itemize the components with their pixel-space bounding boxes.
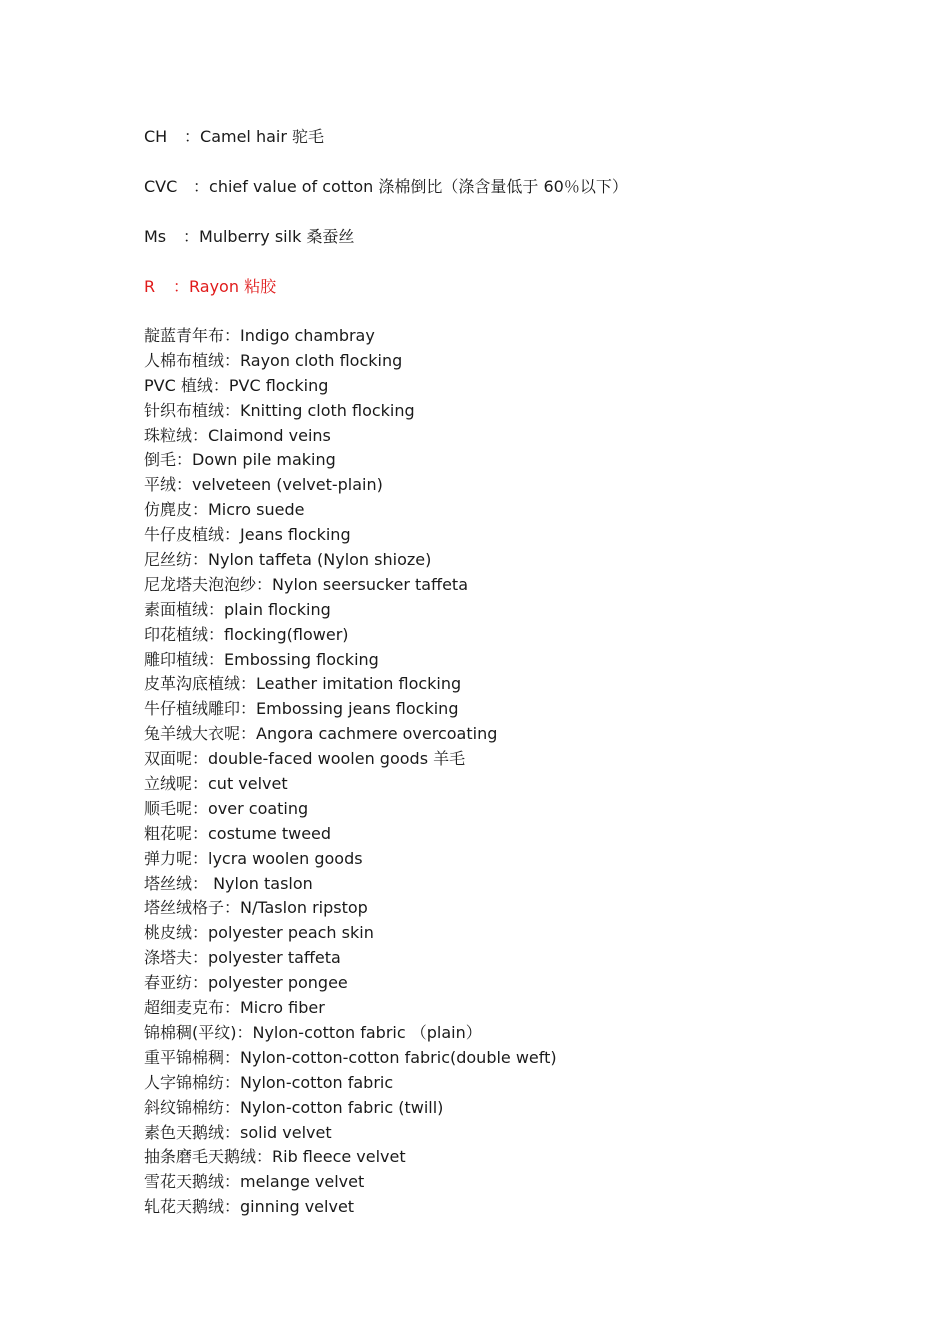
abbreviation-text: Rayon 粘胶: [189, 277, 277, 296]
term-item: 雪花天鹅绒：melange velvet: [144, 1172, 365, 1192]
term-item: 尼龙塔夫泡泡纱：Nylon seersucker taffeta: [144, 574, 469, 594]
term-item: 斜纹锦棉纺：Nylon-cotton fabric (twill): [144, 1097, 444, 1117]
abbreviation-item: [144, 124, 844, 174]
term-item: 涤塔夫：polyester taffeta: [144, 948, 341, 968]
abbreviation-item: [144, 224, 844, 274]
term-item: 人字锦棉纺：Nylon-cotton fabric: [144, 1072, 394, 1092]
term-item: 人棉布植绒：Rayon cloth flocking: [144, 350, 403, 370]
term-item: 兔羊绒大衣呢：Angora cachmere overcoating: [144, 724, 498, 744]
term-item: 顺毛呢：over coating: [144, 798, 309, 818]
term-item: 珠粒绒：Claimond veins: [144, 425, 331, 445]
term-item: 立绒呢：cut velvet: [144, 774, 288, 794]
term-item: 素面植绒：plain flocking: [144, 599, 331, 619]
abbreviation-item: [144, 174, 844, 224]
abbreviation-separator: ：: [173, 277, 190, 296]
term-item: 平绒：velveteen (velvet-plain): [144, 475, 383, 495]
abbreviation-code: CH: [144, 127, 168, 146]
term-item: 双面呢：double-faced woolen goods 羊毛: [144, 749, 466, 769]
term-item: 雕印植绒：Embossing flocking: [144, 649, 379, 669]
abbreviation-code: Ms: [144, 227, 167, 246]
term-item: 粗花呢：costume tweed: [144, 823, 332, 843]
term-item: 重平锦棉稠：Nylon-cotton-cotton fabric(double weft): [144, 1047, 557, 1067]
term-item: 抽条磨毛天鹅绒：Rib fleece velvet: [144, 1147, 406, 1167]
term-item: PVC 植绒：PVC flocking: [144, 375, 329, 395]
term-item: 针织布植绒：Knitting cloth flocking: [144, 400, 415, 420]
term-item: 牛仔皮植绒：Jeans flocking: [144, 525, 351, 545]
term-item: 印花植绒：flocking(flower): [144, 624, 349, 644]
abbreviation-separator: ：: [183, 227, 200, 246]
abbreviation-list: [144, 124, 844, 324]
term-item: 素色天鹅绒：solid velvet: [144, 1122, 332, 1142]
term-item: 塔丝绒格子：N/Taslon ripstop: [144, 898, 368, 918]
term-item: 牛仔植绒雕印：Embossing jeans flocking: [144, 699, 459, 719]
term-item: 靛蓝青年布：Indigo chambray: [144, 326, 375, 345]
abbreviation-code: CVC: [144, 177, 178, 196]
term-item: 桃皮绒：polyester peach skin: [144, 923, 374, 943]
fabric-term-list: [144, 323, 844, 1219]
term-item: 塔丝绒： Nylon taslon: [144, 873, 313, 893]
term-item: 弹力呢：lycra woolen goods: [144, 848, 363, 868]
term-item: 超细麦克布：Micro fiber: [144, 998, 325, 1018]
term-item: 倒毛：Down pile making: [144, 450, 336, 470]
term-item: 轧花天鹅绒：ginning velvet: [144, 1197, 355, 1217]
term-item: 尼丝纺：Nylon taffeta (Nylon shioze): [144, 550, 432, 570]
term-item: 锦棉稠(平纹)：Nylon-cotton fabric （plain）: [144, 1022, 482, 1042]
abbreviation-separator: ：: [193, 177, 210, 196]
abbreviation-text: chief value of cotton 涤棉倒比（涤含量低于 60％以下）: [209, 177, 628, 196]
abbreviation-code: R: [144, 277, 156, 296]
term-item: 春亚纺：polyester pongee: [144, 973, 348, 993]
abbreviation-separator: ：: [184, 127, 201, 146]
term-item: 仿麂皮：Micro suede: [144, 500, 305, 520]
abbreviation-text: Mulberry silk 桑蚕丝: [199, 227, 355, 246]
abbreviation-text: Camel hair 驼毛: [200, 127, 325, 146]
abbreviation-item-highlighted: [144, 274, 844, 324]
term-item: 皮革沟底植绒：Leather imitation flocking: [144, 674, 462, 694]
